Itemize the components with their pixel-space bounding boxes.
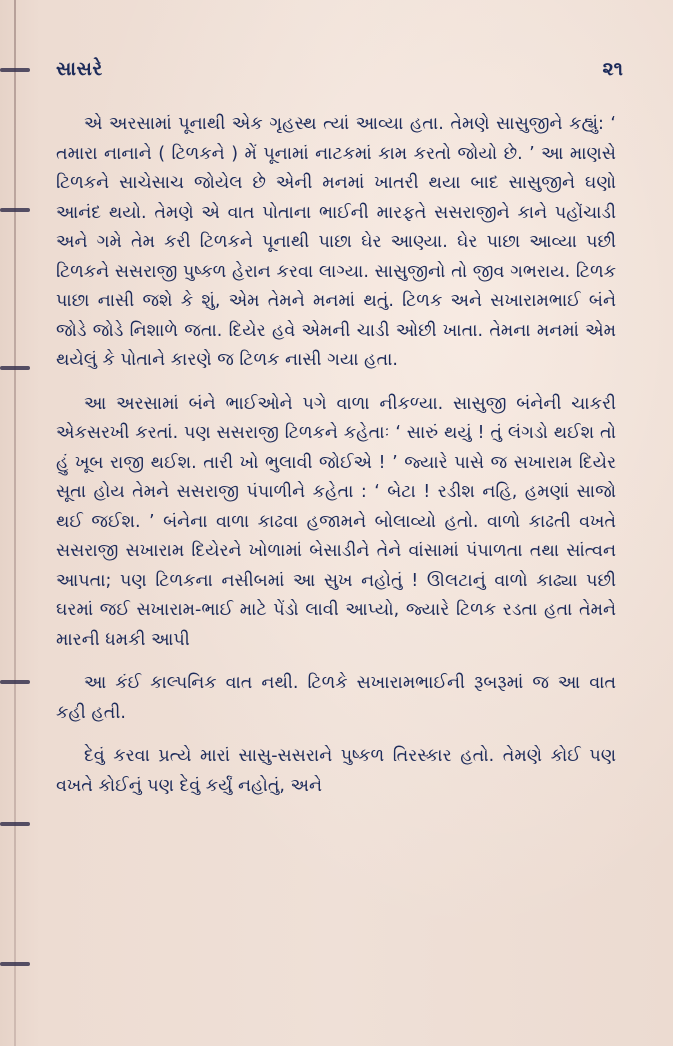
binding-mark bbox=[0, 962, 30, 966]
paragraph: એ અરસામાં પૂનાથી એક ગૃહસ્થ ત્યાં આવ્યા હતા. તેમણે સાસુજીને કહ્યું: ‘ તમારા નાનાને ( ટિળકને ) મેં પૂનામાં નાટકમાં કામ કરતો જોયો છે. ’ આ માણસે ટિળકને સાચેસાચ જોયેલ છે એની મનમાં ખાતરી થયા બાદ સાસુજીને ઘણો આનંદ થયો. તેમણે એ વાત પોતાના ભાઈની મારફતે સસરાજીને કાને પહોંચાડી અને ગમે તેમ કરી ટિળકને પૂનાથી પાછા ઘેર આણ્યા. ઘેર પાછા આવ્યા પછી ટિળકને સસરાજી પુષ્કળ હેરાન કરવા લાગ્યા. સાસુજીનો તો જીવ ગભરાય. ટિળક પાછા નાસી જશે કે શું, એમ તેમને મનમાં થતું. ટિળક અને સખારામભાઈ બંને જોડે જોડે નિશાળે જતા. દિયેર હવે એમની ચાડી ઓછી ખાતા. તેમના મનમાં એમ થયેલું કે પોતાને કારણે જ ટિળક નાસી ગયા હતા. bbox=[56, 114, 616, 370]
page-number: ૨૧ bbox=[602, 58, 623, 80]
binding-mark bbox=[0, 680, 30, 684]
body-text bbox=[56, 110, 616, 801]
binding-mark bbox=[0, 366, 30, 370]
paragraph: દેવું કરવા પ્રત્યે મારાં સાસુ-સસરાને પુષ્કળ તિરસ્કાર હતો. તેમણે કોઈ પણ વખતે કોઈનું પણ દેવું કર્યું નહોતું, અને bbox=[56, 746, 616, 796]
binding-mark bbox=[0, 208, 30, 212]
paragraph: આ અરસામાં બંને ભાઈઓને પગે વાળા નીકળ્યા. સાસુજી બંનેની ચાકરી એકસરખી કરતાં. પણ સસરાજી ટિળકને કહેતાઃ ‘ સારું થયું ! તું લંગડો થઈશ તો હું ખૂબ રાજી થઈશ. તારી ખો ભુલાવી જોઈએ ! ’ જ્યારે પાસે જ સખારામ દિયેર સૂતા હોય તેમને સસરાજી પંપાળીને કહેતા : ‘ બેટા ! રડીશ નહિ, હમણાં સાજો થઈ જઈશ. ’ બંનેના વાળા કાઢવા હજામને બોલાવ્યો હતો. વાળો કાઢતી વખતે સસરાજી સખારામ દિયેરને ખોળામાં બેસાડીને તેને વાંસામાં પંપાળતા તથા સાંત્વન આપતા; પણ ટિળકના નસીબમાં આ સુખ નહોતું ! ઊલટાનું વાળો કાઢ્યા પછી ઘરમાં જઈ સખારામ-ભાઈ માટે પેંડો લાવી આપ્યો, જ્યારે ટિળક રડતા હતા તેમને મારની ધમકી આપી bbox=[56, 393, 616, 650]
paragraph: આ કંઈ કાલ્પનિક વાત નથી. ટિળકે સખારામભાઈની રૂબરૂમાં જ આ વાત કહી હતી. bbox=[56, 673, 616, 723]
page-margin-line bbox=[14, 0, 16, 1046]
binding-mark bbox=[0, 68, 30, 72]
binding-mark bbox=[0, 822, 30, 826]
running-head-title: સાસરે bbox=[56, 58, 103, 80]
